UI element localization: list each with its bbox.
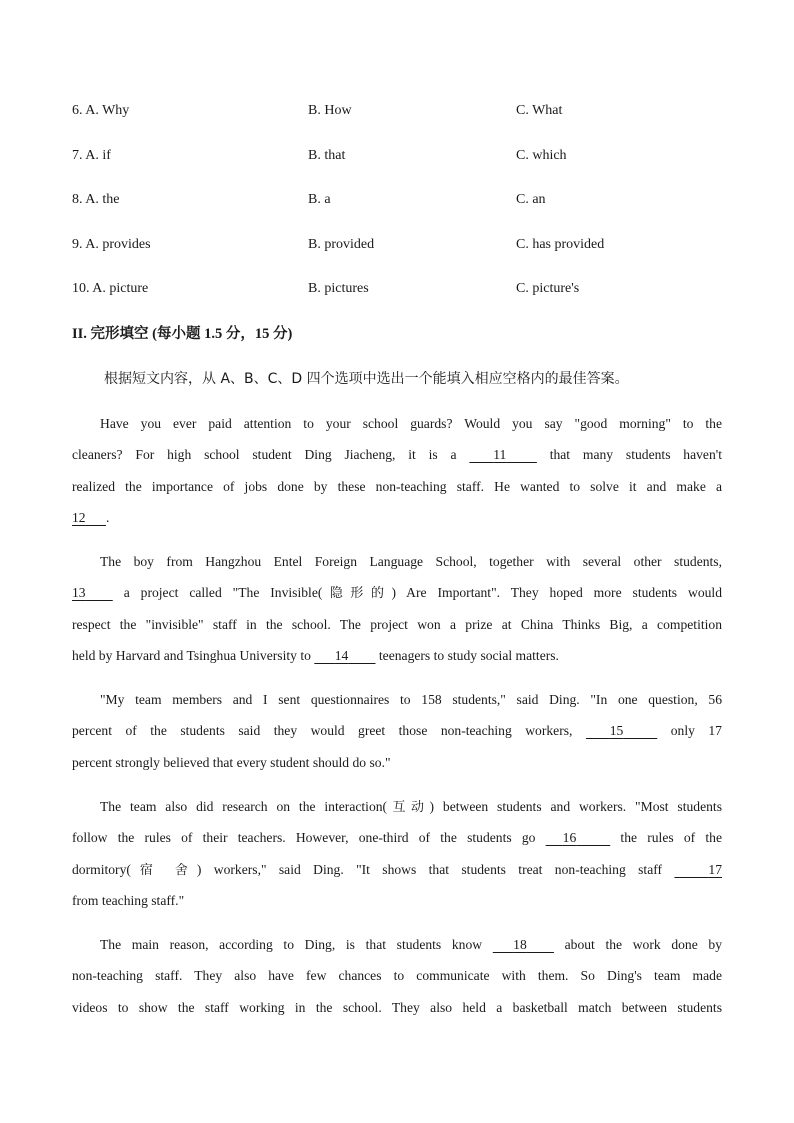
blank-number: 13 [72,585,86,601]
text-line: The boy from Hangzhou Entel Foreign Language School, together with several other students, [100,554,722,569]
blank-12 [72,507,106,529]
section-instruction: 根据短文内容，从 A、B、C、D 四个选项中选出一个能填入相应空格内的最佳答案。 [104,371,629,387]
text-segment: The team also did research on the interaction( [100,799,388,814]
option-b: B. a [308,192,331,207]
text-segment: held by Harvard and Tsinghua University to [72,647,311,663]
option-a: 8. A. the [72,192,120,207]
blank-11 [469,444,536,466]
blank-number: 14 [334,647,349,663]
text-segment: teenagers to study social matters. [378,647,559,663]
option-row-6 [72,101,732,146]
blank-13 [72,582,113,604]
text-line: Have you ever paid attention to your school guards? Would you say "good morning" to the [100,416,722,431]
text-line: from teaching staff." [72,892,185,908]
blank-16 [546,827,611,849]
option-a: 10. A. picture [72,281,149,296]
blank-number: 18 [513,937,527,952]
passage-paragraph-2 [72,551,722,676]
option-b: B. How [308,103,352,118]
text-segment: only 17 [670,723,722,739]
text-line [72,720,722,751]
blank-14 [314,645,375,667]
option-c: C. has provided [516,236,605,252]
text-segment: ) between students and workers. "Most students [429,799,722,814]
text-line [72,796,722,827]
text-line: respect the "invisible" staff in the school. The project won a prize at China Thinks Big, a competition [72,616,722,632]
blank-number: 16 [562,830,577,846]
chinese-gloss: 隐形的 [322,586,392,602]
text-segment: dormitory( [72,861,131,877]
text-segment: percent of the students said they would greet those non-teaching workers, [72,723,573,739]
option-a: 7. A. if [72,147,111,163]
option-b: B. pictures [308,281,369,296]
text-line: percent strongly believed that every student should do so." [72,754,391,770]
text-line [72,934,722,965]
option-b: B. provided [308,236,375,252]
blank-15 [586,720,657,742]
text-line [72,645,722,676]
text-segment: about the work done by [564,937,723,952]
passage-paragraph-5 [72,934,722,1028]
option-c: C. picture's [516,281,580,296]
chinese-gloss: 宿 舍 [130,862,197,878]
option-b: B. that [308,147,346,163]
passage-paragraph-3 [72,689,722,783]
blank-number: 17 [708,861,722,877]
text-segment: the rules of the [620,830,722,846]
text-line [72,582,722,613]
text-segment: ) workers," said Ding. "It shows that students treat non-teaching staff [196,861,663,877]
text-segment: a project called "The Invisible( [123,585,323,601]
option-c: C. an [516,192,546,207]
text-line: "My team members and I sent questionnaires to 158 students," said Ding. "In one question, 56 [100,692,722,707]
option-row-9 [72,235,732,280]
option-row-7 [72,146,732,191]
blank-number: 12 [72,509,86,525]
text-line [72,444,722,475]
text-segment: . [105,509,110,525]
blank-number: 15 [609,723,624,739]
text-line: non-teaching staff. They also have few chances to communicate with them. So Ding's team made [72,968,722,984]
text-line: videos to show the staff working in the school. They also held a basketball match between students [72,999,722,1015]
option-c: C. which [516,147,567,163]
text-line [72,859,722,890]
text-segment: The main reason, according to Ding, is that students know [100,937,483,952]
passage-paragraph-4 [72,796,722,921]
section-title: II. 完形填空 (每小题 1.5 分，15 分) [72,326,293,342]
text-segment: that many students haven't [549,447,722,463]
option-c: C. What [516,103,563,118]
blank-18 [493,934,554,956]
option-a: 9. A. provides [72,236,151,252]
chinese-gloss: 互动 [387,800,430,815]
blank-17 [674,859,722,881]
option-a: 6. A. Why [72,103,130,118]
text-segment: cleaners? For high school student Ding Jiacheng, it is a [72,447,457,463]
text-line: realized the importance of jobs done by these non-teaching staff. He wanted to solve it and make a [72,478,722,494]
text-line [72,507,722,538]
option-row-10 [72,279,732,324]
option-row-8 [72,190,732,235]
options-table [72,101,732,324]
passage-paragraph-1 [72,413,722,538]
text-segment: follow the rules of their teachers. However, one-third of the students go [72,830,536,846]
text-segment: ) Are Important". They hoped more students would [391,585,722,601]
blank-number: 11 [493,447,507,463]
text-line [72,827,722,858]
